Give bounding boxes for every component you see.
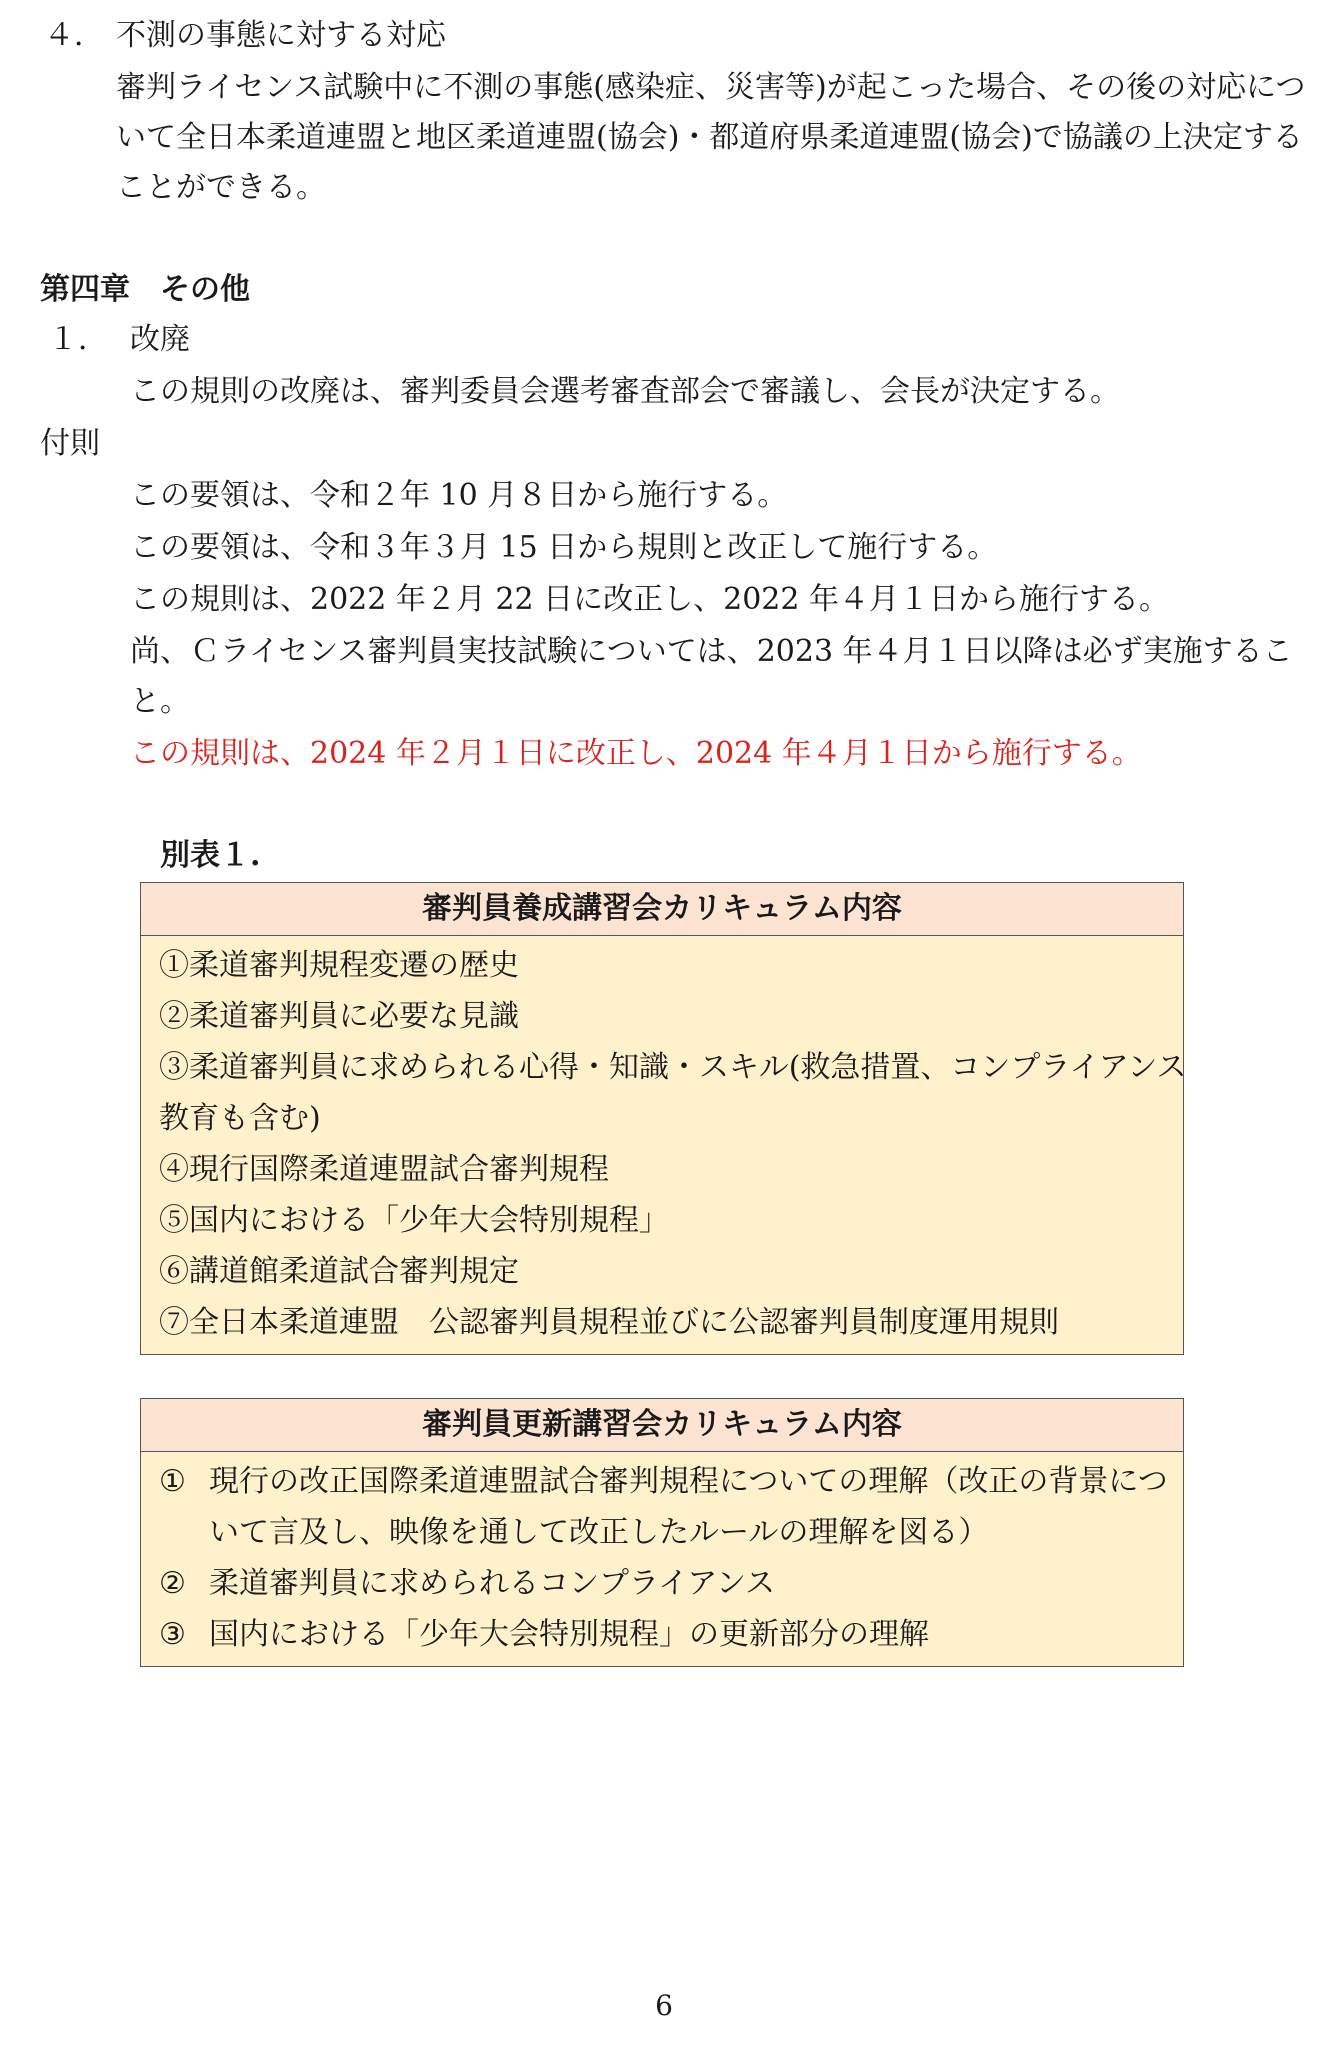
- supplement-line-1: この要領は、令和２年 10 月８日から施行する。: [130, 478, 788, 513]
- training-curriculum-item-continued: 教育も含む): [159, 1101, 321, 1136]
- supplement-line-2: この要領は、令和３年３月 15 日から規則と改正して施行する。: [130, 530, 998, 565]
- training-curriculum-item: ②柔道審判員に必要な見識: [159, 999, 519, 1034]
- renewal-curriculum-header: 審判員更新講習会カリキュラム内容: [141, 1399, 1183, 1452]
- chapter4-item1-number: １．: [48, 322, 108, 357]
- renewal-curriculum-item: [159, 1456, 1173, 1507]
- training-curriculum-item: ⑤国内における「少年大会特別規程」: [159, 1203, 669, 1238]
- renewal-curriculum-item-continued: [159, 1507, 1173, 1558]
- section4-line-3: ことができる。: [116, 170, 326, 205]
- supplement-amendment-2024: この規則は、2024 年２月１日に改正し、2024 年４月１日から施行する。: [130, 736, 1142, 771]
- training-curriculum-item: ①柔道審判規程変遷の歴史: [159, 948, 519, 983]
- chapter4-item1-title: 改廃: [130, 322, 190, 357]
- renewal-item-marker: ①: [159, 1464, 186, 1499]
- training-curriculum-item: ⑥講道館柔道試合審判規定: [159, 1254, 519, 1289]
- training-curriculum-item: ⑦全日本柔道連盟 公認審判員規程並びに公認審判員制度運用規則: [159, 1305, 1059, 1340]
- renewal-curriculum-item: [159, 1609, 1173, 1660]
- renewal-curriculum-table: [140, 1398, 1184, 1667]
- renewal-item-text: 現行の改正国際柔道連盟試合審判規程についての理解（改正の背景につ: [209, 1464, 1168, 1499]
- renewal-item-marker: ③: [159, 1617, 186, 1652]
- renewal-item-text: 国内における「少年大会特別規程」の更新部分の理解: [209, 1617, 929, 1652]
- section4-heading: [44, 14, 446, 58]
- renewal-curriculum-item: [159, 1558, 1173, 1609]
- supplement-line-5: と。: [130, 684, 190, 719]
- chapter4-item1-heading: [48, 318, 190, 362]
- renewal-item-text: 柔道審判員に求められるコンプライアンス: [209, 1566, 776, 1601]
- appendix-label: 別表１.: [160, 838, 261, 873]
- renewal-item-marker: ②: [159, 1566, 186, 1601]
- section4-line-1: 審判ライセンス試験中に不測の事態(感染症、災害等)が起こった場合、その後の対応につ: [116, 70, 1306, 105]
- supplement-line-4: 尚、Ｃライセンス審判員実技試験については、2023 年４月１日以降は必ず実施するこ: [130, 634, 1293, 669]
- renewal-item-text: いて言及し、映像を通して改正したルールの理解を図る）: [209, 1515, 989, 1550]
- chapter4-item1-text: この規則の改廃は、審判委員会選考審査部会で審議し、会長が決定する。: [130, 374, 1120, 409]
- chapter4-title: 第四章 その他: [40, 272, 250, 307]
- renewal-curriculum-body: [141, 1452, 1183, 1666]
- training-curriculum-item: ④現行国際柔道連盟試合審判規程: [159, 1152, 609, 1187]
- section4-title: 不測の事態に対する対応: [116, 18, 446, 53]
- page-number: 6: [655, 1989, 673, 2022]
- supplement-title: 付則: [40, 426, 100, 461]
- section4-line-2: いて全日本柔道連盟と地区柔道連盟(協会)・都道府県柔道連盟(協会)で協議の上決定する: [116, 120, 1303, 155]
- training-curriculum-body: [141, 936, 1187, 1354]
- training-curriculum-item: ③柔道審判員に求められる心得・知識・スキル(救急措置、コンプライアンス: [159, 1050, 1187, 1085]
- training-curriculum-table: [140, 882, 1187, 1355]
- supplement-line-3: この規則は、2022 年２月 22 日に改正し、2022 年４月１日から施行する。: [130, 582, 1170, 617]
- training-curriculum-header: 審判員養成講習会カリキュラム内容: [141, 883, 1183, 936]
- section4-number: ４．: [44, 18, 104, 53]
